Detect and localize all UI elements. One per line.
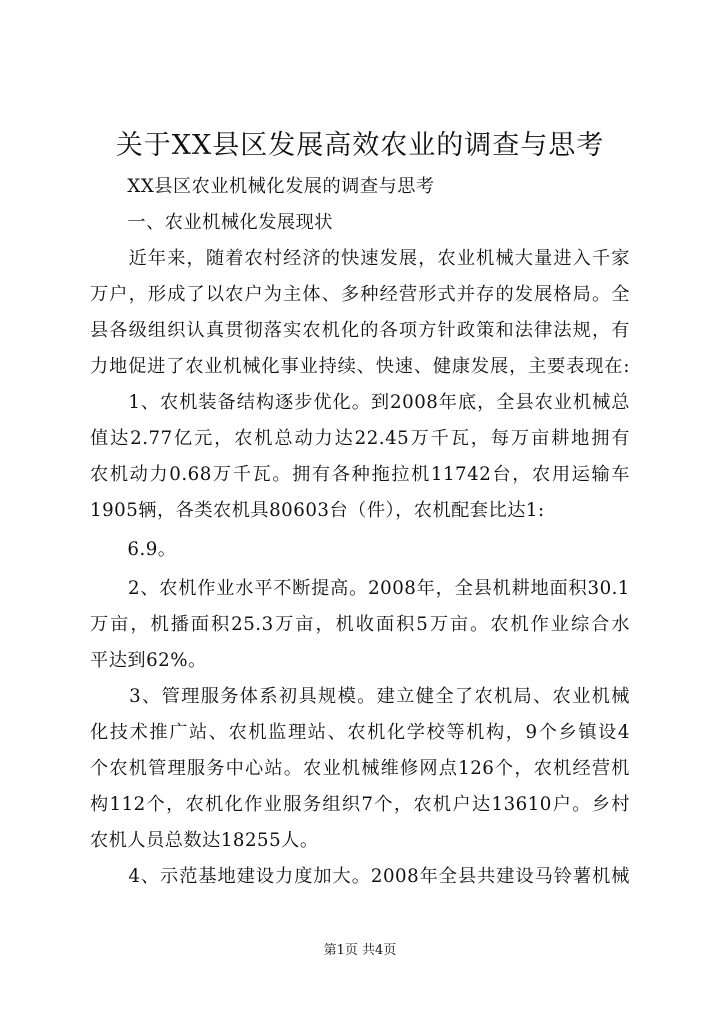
page-footer: 第1页 共4页 xyxy=(323,943,397,958)
paragraph-line: 6.9。 xyxy=(90,539,177,560)
paragraph-line: 个农机管理服务中心站。农业机械维修网点126个，农机经营机 xyxy=(90,758,630,779)
paragraph-line: 万亩，机播面积25.3万亩，机收面积5万亩。农机作业综合水 xyxy=(90,614,630,635)
paragraph-line: 近年来，随着农村经济的快速发展，农业机械大量进入千家 xyxy=(90,248,630,269)
paragraph-line: 化技术推广站、农机监理站、农机化学校等机构，9个乡镇设4 xyxy=(90,722,630,743)
paragraph-line: 3、管理服务体系初具规模。建立健全了农机局、农业机械 xyxy=(90,686,630,707)
paragraph-line: 1905辆，各类农机具80603台（件），农机配套比达1: xyxy=(90,500,545,521)
section-heading: 一、农业机械化发展现状 xyxy=(90,212,333,233)
paragraph-line: 值达2.77亿元，农机总动力达22.45万千瓦，每万亩耕地拥有 xyxy=(90,428,630,449)
paragraph-line: 构112个，农机化作业服务组织7个，农机户达13610户。乡村 xyxy=(90,794,630,815)
paragraph-line: 1、农机装备结构逐步优化。到2008年底，全县农业机械总 xyxy=(90,392,630,413)
paragraph-line: 万户，形成了以农户为主体、多种经营形式并存的发展格局。全 xyxy=(90,284,630,305)
paragraph-line: 农机动力0.68万千瓦。拥有各种拖拉机11742台，农用运输车 xyxy=(90,464,630,485)
document-title: 关于XX县区发展高效农业的调查与思考 xyxy=(115,130,605,161)
paragraph-line: 力地促进了农业机械化事业持续、快速、健康发展，主要表现在: xyxy=(90,356,630,377)
paragraph-line: 平达到62%。 xyxy=(90,650,207,671)
paragraph-line: 县各级组织认真贯彻落实农机化的各项方针政策和法律法规，有 xyxy=(90,320,630,341)
paragraph-line: 农机人员总数达18255人。 xyxy=(90,830,319,851)
paragraph-line: 4、示范基地建设力度加大。2008年全县共建设马铃薯机械 xyxy=(90,866,630,887)
subtitle-line: XX县区农业机械化发展的调查与思考 xyxy=(90,176,435,197)
paragraph-line: 2、农机作业水平不断提高。2008年，全县机耕地面积30.1 xyxy=(90,578,630,599)
